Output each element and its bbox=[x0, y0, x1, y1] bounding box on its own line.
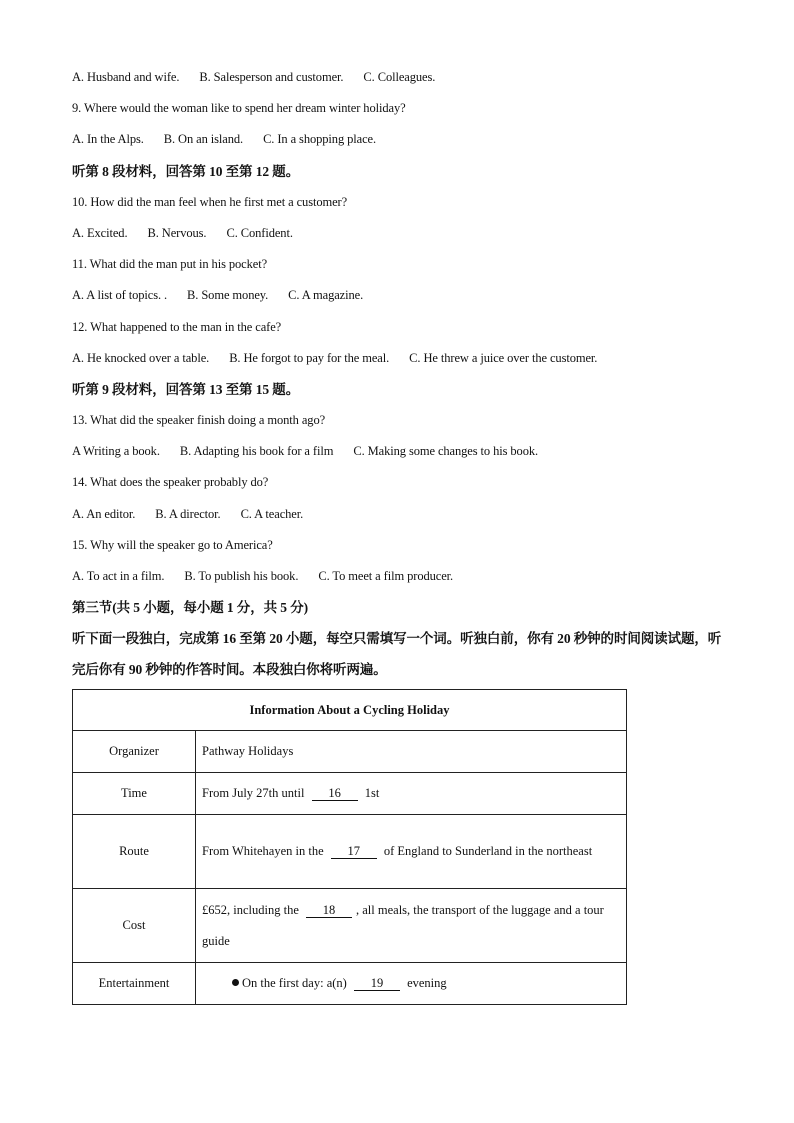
cost-text-after: , all meals, the transport of the luggage and a tour guide bbox=[202, 902, 604, 948]
question-14: 14. What does the speaker probably do? bbox=[72, 475, 269, 490]
part-3-title: 第三节(共 5 小题，每小题 1 分，共 5 分) bbox=[72, 600, 308, 616]
entertainment-text-after: evening bbox=[407, 976, 447, 991]
question-11: 11. What did the man put in his pocket? bbox=[72, 257, 268, 272]
option-c: C. To meet a film producer. bbox=[318, 569, 454, 583]
cost-label: Cost bbox=[73, 889, 196, 963]
section-9-heading: 听第 9 段材料，回答第 13 至第 15 题。 bbox=[72, 381, 300, 397]
q10-options bbox=[72, 218, 732, 249]
option-a: A. An editor. bbox=[72, 506, 136, 521]
q15-options bbox=[72, 561, 732, 592]
time-value bbox=[196, 773, 627, 815]
blank-19: 19 bbox=[354, 976, 400, 991]
exam-page bbox=[72, 62, 732, 1005]
option-c: C. He threw a juice over the customer. bbox=[409, 350, 598, 365]
option-c: C. In a shopping place. bbox=[263, 132, 377, 147]
option-b: B. Adapting his book for a film bbox=[179, 444, 334, 459]
route-text-after: of England to Sunderland in the northeast bbox=[383, 844, 593, 859]
option-b: B. To publish his book. bbox=[184, 569, 299, 583]
option-b: B. He forgot to pay for the meal. bbox=[229, 350, 390, 365]
bullet-icon bbox=[232, 979, 239, 986]
option-a: A. He knocked over a table. bbox=[72, 350, 210, 365]
organizer-label: Organizer bbox=[73, 731, 196, 773]
blank-16: 16 bbox=[312, 786, 358, 801]
part-3-instruction: 听下面一段独白，完成第 16 至第 20 小题，每空只需填写一个词。听独白前，你有 20 秒钟的时间阅读试题，听完后你有 90 秒钟的作答时间。本段独白你将听两遍。 bbox=[72, 631, 722, 678]
question-12: 12. What happened to the man in the cafe? bbox=[72, 319, 282, 334]
q9-options bbox=[72, 124, 732, 155]
entertainment-text-before: On the first day: a(n) bbox=[242, 976, 347, 991]
option-a: A. Husband and wife. bbox=[72, 70, 180, 84]
option-b: B. Nervous. bbox=[147, 225, 207, 240]
organizer-value: Pathway Holidays bbox=[196, 731, 627, 773]
entertainment-value bbox=[196, 963, 627, 1005]
option-b: B. Some money. bbox=[187, 288, 269, 303]
cost-value bbox=[196, 889, 627, 963]
option-b: B. On an island. bbox=[163, 132, 244, 147]
section-8-heading: 听第 8 段材料，回答第 10 至第 12 题。 bbox=[72, 163, 300, 179]
time-text-before: From July 27th until bbox=[202, 786, 305, 801]
option-c: C. A magazine. bbox=[288, 288, 364, 303]
entertainment-label: Entertainment bbox=[73, 963, 196, 1005]
route-label: Route bbox=[73, 815, 196, 889]
q12-options bbox=[72, 343, 732, 374]
question-13: 13. What did the speaker finish doing a month ago? bbox=[72, 413, 326, 428]
option-b: B. A director. bbox=[155, 506, 221, 521]
option-c: C. Colleagues. bbox=[363, 70, 436, 84]
option-b: B. Salesperson and customer. bbox=[199, 70, 344, 84]
question-10: 10. How did the man feel when he first met a customer? bbox=[72, 194, 348, 209]
q13-options bbox=[72, 436, 732, 467]
blank-18: 18 bbox=[306, 903, 352, 918]
route-text-before: From Whitehayen in the bbox=[202, 844, 324, 859]
option-a: A. Excited. bbox=[72, 225, 128, 240]
option-c: C. A teacher. bbox=[240, 506, 304, 521]
q8-options bbox=[72, 62, 732, 93]
time-text-after: 1st bbox=[364, 786, 380, 801]
option-c: C. Making some changes to his book. bbox=[353, 444, 539, 459]
option-a: A. A list of topics. . bbox=[72, 288, 168, 303]
option-c: C. Confident. bbox=[226, 225, 293, 240]
option-a: A. In the Alps. bbox=[72, 132, 144, 147]
question-9: 9. Where would the woman like to spend her dream winter holiday? bbox=[72, 101, 406, 116]
route-value bbox=[196, 815, 627, 889]
cycling-holiday-table bbox=[72, 689, 627, 1005]
time-label: Time bbox=[73, 773, 196, 815]
table-title: Information About a Cycling Holiday bbox=[73, 690, 627, 731]
option-a: A. To act in a film. bbox=[72, 569, 165, 583]
question-15: 15. Why will the speaker go to America? bbox=[72, 537, 273, 552]
cost-text-before: £652, including the bbox=[202, 902, 299, 917]
q11-options bbox=[72, 280, 732, 311]
option-a: A Writing a book. bbox=[72, 444, 160, 459]
q14-options bbox=[72, 499, 732, 530]
blank-17: 17 bbox=[331, 844, 377, 859]
